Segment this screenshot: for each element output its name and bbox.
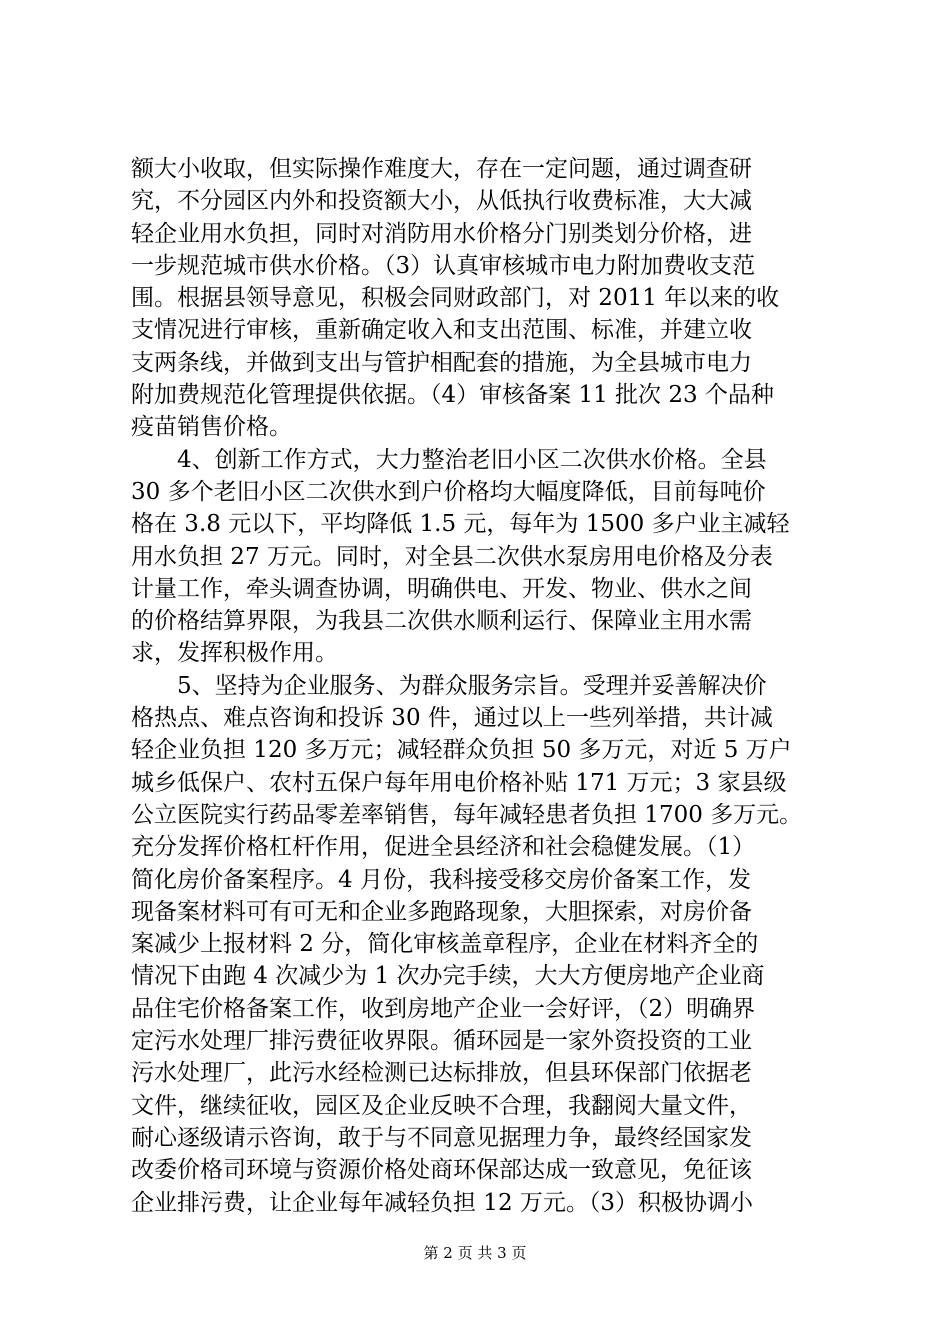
text-line: 轻企业用水负担，同时对消防用水价格分门别类划分价格，进 (131, 220, 752, 247)
text-line: 城乡低保户、农村五保户每年用电价格补贴 171 万元；3 家县级 (131, 769, 787, 796)
text-line: 附加费规范化管理提供依据。（4）审核备案 11 批次 23 个品种 (131, 382, 774, 409)
text-line: 求，发挥积极作用。 (131, 640, 338, 667)
text-line: 一步规范城市供水价格。（3）认真审核城市电力附加费收支范 (131, 252, 756, 279)
text-line: 品住宅价格备案工作，收到房地产企业一会好评，（2）明确界 (131, 995, 756, 1022)
text-line: 支两条线，并做到支出与管护相配套的措施，为全县城市电力 (131, 349, 752, 376)
body-text (131, 153, 831, 1219)
text-line: 定污水处理厂排污费征收界限。循环园是一家外资投资的工业 (131, 1028, 752, 1055)
text-line: 支情况进行审核，重新确定收入和支出范围、标准，并建立收 (131, 317, 752, 344)
text-line: 疫苗销售价格。 (131, 414, 292, 441)
text-line: 用水负担 27 万元。同时，对全县二次供水泵房用电价格及分表 (131, 543, 773, 570)
text-line: 计量工作，牵头调查协调，明确供电、开发、物业、供水之间 (131, 575, 752, 602)
text-line: 轻企业负担 120 多万元；减轻群众负担 50 多万元，对近 5 万户 (131, 737, 792, 764)
text-line: 改委价格司环境与资源价格处商环保部达成一致意见，免征该 (131, 1157, 752, 1184)
text-line: 格在 3.8 元以下，平均降低 1.5 元，每年为 1500 多户业主减轻 (131, 511, 790, 538)
text-line: 充分发挥价格杠杆作用，促进全县经济和社会稳健发展。（1） (131, 834, 756, 861)
page-footer: 第 2 页 共 3 页 (423, 1244, 527, 1262)
text-line: 简化房价备案程序。4 月份，我科接受移交房价备案工作，发 (131, 866, 751, 893)
text-line: 文件，继续征收，园区及企业反映不合理，我翻阅大量文件， (131, 1092, 752, 1119)
text-line: 30 多个老旧小区二次供水到户价格均大幅度降低，目前每吨价 (131, 478, 766, 505)
text-line: 案减少上报材料 2 分，简化审核盖章程序，企业在材料齐全的 (131, 931, 759, 958)
text-line: 公立医院实行药品零差率销售，每年减轻患者负担 1700 多万元。 (131, 801, 803, 828)
text-line: 企业排污费，让企业每年减轻负担 12 万元。（3）积极协调小 (131, 1189, 754, 1216)
text-line: 现备案材料可有可无和企业多跑路现象，大胆探索，对房价备 (131, 898, 752, 925)
text-line: 耐心逐级请示咨询，敢于与不同意见据理力争，最终经国家发 (131, 1124, 752, 1151)
text-line: 污水处理厂，此污水经检测已达标排放，但县环保部门依据老 (131, 1060, 752, 1087)
text-line: 额大小收取，但实际操作难度大，存在一定问题，通过调查研 (131, 156, 752, 182)
text-line: 情况下由跑 4 次减少为 1 次办完手续，大大方便房地产企业商 (131, 963, 765, 990)
text-line: 究，不分园区内外和投资额大小，从低执行收费标准，大大减 (131, 188, 752, 215)
text-line: 5、坚持为企业服务、为群众服务宗旨。受理并妥善解决价 (131, 672, 767, 699)
text-line: 的价格结算界限，为我县二次供水顺利运行、保障业主用水需 (131, 608, 752, 635)
text-line: 围。根据县领导意见，积极会同财政部门，对 2011 年以来的收 (131, 285, 780, 312)
text-line: 4、创新工作方式，大力整治老旧小区二次供水价格。全县 (131, 446, 767, 473)
text-line: 格热点、难点咨询和投诉 30 件，通过以上一些列举措，共计减 (131, 705, 773, 732)
